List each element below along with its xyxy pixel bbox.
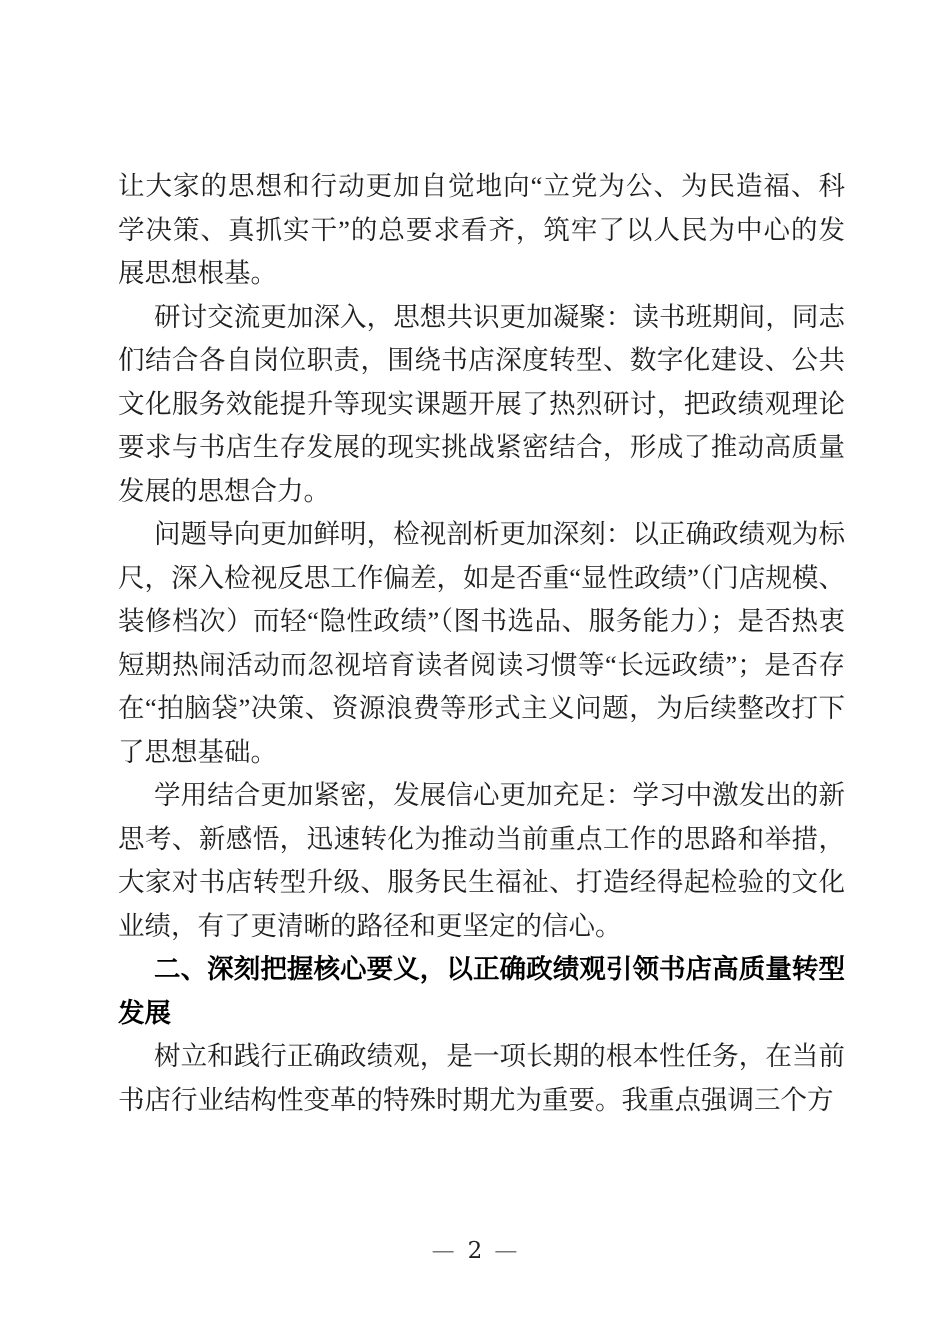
document-body <box>118 165 845 1122</box>
section-heading: 二、深刻把握核心要义，以正确政绩观引领书店高质量转型发展 <box>118 954 845 1028</box>
body-paragraph-4: 学用结合更加紧密，发展信心更加充足：学习中激发出的新思考、新感悟，迅速转化为推动当前重点工作的思路和举措，大家对书店转型升级、服务民生福祉、打造经得起检验的文化业绩，有了更清晰的路径和更坚定的信心。 <box>118 780 845 941</box>
footer-dash-right: — <box>494 1238 519 1264</box>
page-number: 2 <box>467 1238 483 1264</box>
footer-dash-left: — <box>431 1238 456 1264</box>
page-footer <box>0 1236 950 1266</box>
body-paragraph-2: 研讨交流更加深入，思想共识更加凝聚：读书班期间，同志们结合各自岗位职责，围绕书店深度转型、数字化建设、公共文化服务效能提升等现实课题开展了热烈研讨，把政绩观理论要求与书店生存发展的现实挑战紧密结合，形成了推动高质量发展的思想合力。 <box>118 301 845 506</box>
body-paragraph-3: 问题导向更加鲜明，检视剖析更加深刻：以正确政绩观为标尺，深入检视反思工作偏差，如是否重“显性政绩”（门店规模、装修档次）而轻“隐性政绩”（图书选品、服务能力）；是否热衷短期热闹活动而忽视培育读者阅读习惯等“长远政绩”；是否存在“拍脑袋”决策、资源浪费等形式主义问题，为后续整改打下了思想基础。 <box>118 519 845 767</box>
body-paragraph-1: 让大家的思想和行动更加自觉地向“立党为公、为民造福、科学决策、真抓实干”的总要求看齐，筑牢了以人民为中心的发展思想根基。 <box>118 171 845 288</box>
body-paragraph-5: 树立和践行正确政绩观，是一项长期的根本性任务，在当前书店行业结构性变革的特殊时期尤为重要。我重点强调三个方 <box>118 1041 845 1115</box>
